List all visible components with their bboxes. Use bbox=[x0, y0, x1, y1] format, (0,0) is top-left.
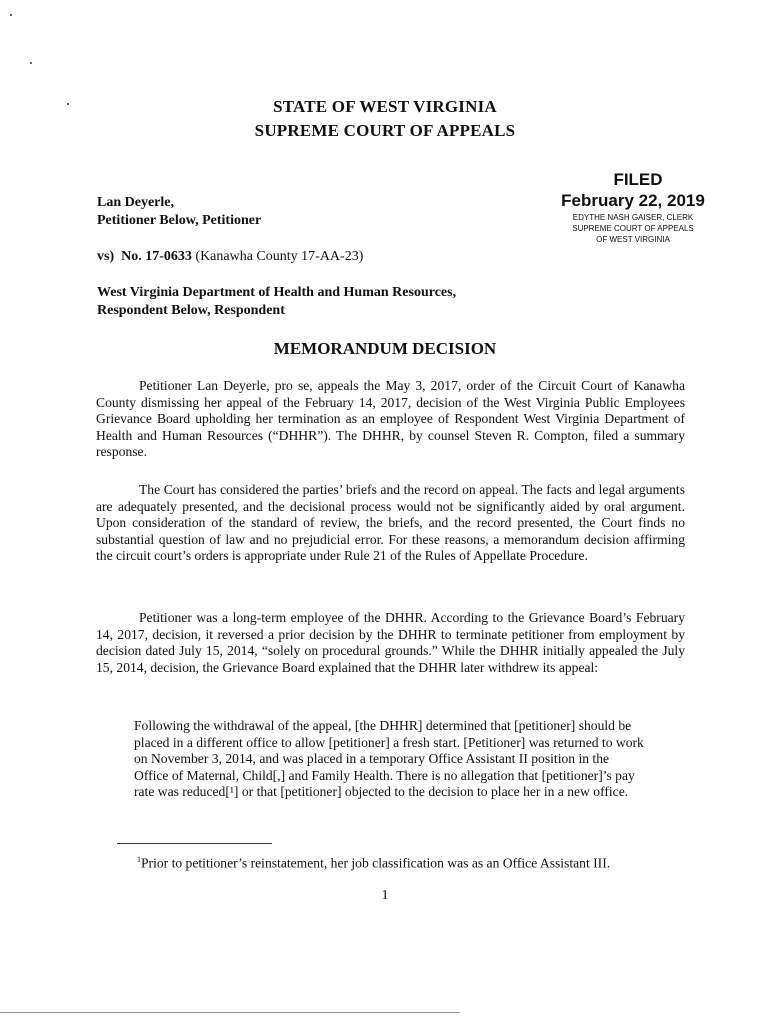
filed-date: February 22, 2019 bbox=[561, 191, 705, 210]
scan-bottom-line bbox=[0, 1012, 460, 1013]
case-vs: vs) bbox=[97, 249, 115, 264]
scan-speck bbox=[10, 14, 12, 16]
court-state-title: STATE OF WEST VIRGINIA bbox=[273, 97, 497, 116]
footnote-text: Prior to petitioner’s reinstatement, her job classification was as an Office Assistant III. bbox=[141, 855, 611, 871]
respondent-name: West Virginia Department of Health and Human Resources, bbox=[97, 285, 457, 300]
paragraph-1 bbox=[96, 378, 685, 461]
paragraph-text: Petitioner Lan Deyerle, pro se, appeals the May 3, 2017, order of the Circuit Court of Kanawha County dismissing her appeal of the February 14, 2017, decision of the West Virginia Public Employees Grievance Board upholding her termination as an employee of Respondent West Virginia Department of Health and Human Resources (“DHHR”). The DHHR, by counsel Steven R. Compton, filed a summary response. bbox=[96, 378, 685, 460]
page-number: 1 bbox=[381, 888, 389, 903]
petitioner-role: Petitioner Below, Petitioner bbox=[97, 213, 262, 228]
respondent-role: Respondent Below, Respondent bbox=[97, 303, 285, 318]
filed-clerk: EDYTHE NASH GAISER, CLERK bbox=[572, 213, 694, 222]
footnote-marker: 1 bbox=[137, 855, 141, 864]
filed-court: SUPREME COURT OF APPEALS bbox=[572, 224, 694, 233]
respondent-block bbox=[97, 284, 456, 320]
petitioner-block bbox=[97, 194, 261, 230]
case-line bbox=[97, 249, 363, 265]
filed-state: OF WEST VIRGINIA bbox=[596, 235, 670, 244]
filed-label: FILED bbox=[613, 170, 663, 189]
case-number: No. 17-0633 bbox=[121, 249, 192, 264]
court-name-title: SUPREME COURT OF APPEALS bbox=[254, 121, 516, 140]
paragraph-2 bbox=[96, 482, 685, 565]
petitioner-name: Lan Deyerle, bbox=[97, 195, 174, 210]
footnote-divider bbox=[117, 843, 272, 844]
filed-stamp bbox=[548, 170, 718, 245]
paragraph-3 bbox=[96, 610, 685, 676]
paragraph-text: The Court has considered the parties’ briefs and the record on appeal. The facts and legal arguments are adequately presented, and the decisional process would not be significantly aided by oral argument. Upon consideration of the standard of review, the briefs, and the record presented, the Court finds no substantial question of law and no prejudicial error. For these reasons, a memorandum decision affirming the circuit court’s orders is appropriate under Rule 21 of the Rules of Appellate Procedure. bbox=[96, 482, 685, 564]
case-county: (Kanawha County 17-AA-23) bbox=[195, 249, 364, 264]
block-quote: Following the withdrawal of the appeal, [the DHHR] determined that [petitioner] should be placed in a different office to allow [petitioner] a fresh start. [Petitioner] was returned to work on November 3, 2014, and was placed in a temporary Office Assistant II position in the Office of Maternal, Child[,] and Family Health. There is no allegation that [petitioner]’s pay rate was reduced[¹] or that [petitioner] objected to the decision to place her in a new office. bbox=[134, 718, 644, 800]
footnote bbox=[137, 855, 610, 872]
memorandum-heading: MEMORANDUM DECISION bbox=[273, 339, 497, 358]
paragraph-text: Petitioner was a long-term employee of the DHHR. According to the Grievance Board’s February 14, 2017, decision, it reversed a prior decision by the DHHR to terminate petitioner from employment by decision dated July 15, 2014, “solely on procedural grounds.” While the DHHR initially appealed the July 15, 2014, decision, the Grievance Board explained that the DHHR later withdrew its appeal: bbox=[96, 610, 685, 675]
scan-speck bbox=[67, 103, 69, 105]
scan-speck bbox=[30, 62, 32, 64]
